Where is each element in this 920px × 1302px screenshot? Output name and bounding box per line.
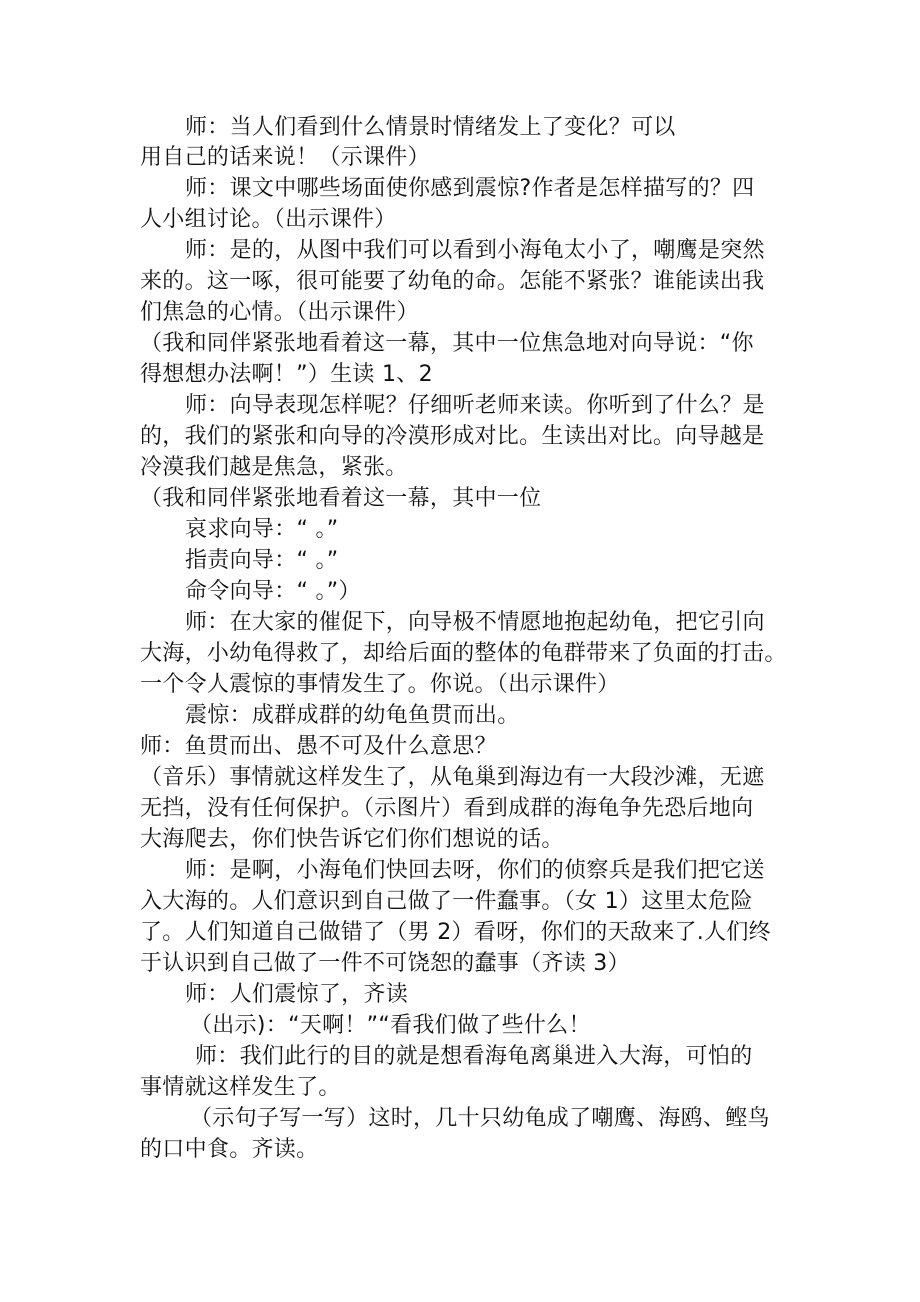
text-line: 师：人们震惊了，齐读 [185, 982, 409, 1007]
text-line: 哀求向导：“ 。” [185, 517, 339, 542]
text-line: 师：我们此行的目的就是想看海龟离巢进入大海，可怕的 [195, 1044, 753, 1069]
text-line: 师：是的，从图中我们可以看到小海龟太小了，嘲鹰是突然 [185, 238, 765, 263]
text-line: 了。人们知道自己做错了（男 2）看呀，你们的天敌来了.人们终 [140, 920, 771, 945]
text-line: 震惊：成群成群的幼龟鱼贯而出。 [185, 703, 520, 728]
text-line: 指责向导：“ 。” [185, 548, 339, 573]
text-line: 事情就这样发生了。 [140, 1075, 341, 1100]
text-line: 得想想办法啊！”）生读 1、2 [140, 362, 433, 387]
text-line: 来的。这一啄，很可能要了幼龟的命。怎能不紧张？谁能读出我 [140, 269, 765, 294]
text-line: 于认识到自己做了一件不可饶恕的蠢事（齐读 3） [140, 951, 630, 976]
text-line: 师：向导表现怎样呢？仔细听老师来读。你听到了什么？是 [185, 393, 765, 418]
text-line: 师：当人们看到什么情景时情绪发上了变化？可以 [185, 115, 676, 140]
text-line: 用自己的话来说！（示课件） [140, 145, 430, 170]
text-line: 命令向导：“ 。”） [185, 579, 361, 604]
text-line: 无挡，没有任何保护。（示图片）看到成群的海龟争先恐后地向 [140, 796, 754, 821]
text-line: 师：是啊，小海龟们快回去呀，你们的侦察兵是我们把它送 [185, 858, 765, 883]
text-line: （我和同伴紧张地看着这一幕，其中一位焦急地对向导说：“你 [140, 331, 754, 356]
text-line: 的口中食。齐读。 [140, 1137, 319, 1162]
text-line: 的，我们的紧张和向导的冷漠形成对比。生读出对比。向导越是 [140, 424, 765, 449]
text-line: 一个令人震惊的事情发生了。你说。（出示课件） [140, 672, 620, 697]
text-line: 师：在大家的催促下，向导极不情愿地抱起幼龟，把它引向 [185, 610, 765, 635]
text-line: 大海，小幼龟得救了，却给后面的整体的龟群带来了负面的打击。 [140, 641, 787, 666]
text-line: 师：课文中哪些场面使你感到震惊?作者是怎样描写的？四 [185, 176, 755, 201]
text-line: 人小组讨论。（出示课件） [140, 207, 397, 232]
text-line: 冷漠我们越是焦急，紧张。 [140, 455, 408, 480]
text-line: （音乐）事情就这样发生了，从龟巢到海边有一大段沙滩，无遮 [140, 765, 765, 790]
text-line: （出示)：“天啊！”“看我们做了些什么！ [190, 1013, 591, 1038]
text-line: （示句子写一写）这时，几十只幼龟成了嘲鹰、海鸥、鲣鸟 [190, 1106, 770, 1131]
text-line: （我和同伴紧张地看着这一幕，其中一位 [140, 486, 542, 511]
text-line: 师：鱼贯而出、愚不可及什么意思？ [140, 734, 497, 759]
text-line: 们焦急的心情。（出示课件） [140, 300, 419, 325]
text-line: 大海爬去，你们快告诉它们你们想说的话。 [140, 827, 564, 852]
text-line: 入大海的。人们意识到自己做了一件蠢事。（女 1）这里太危险 [140, 889, 753, 914]
